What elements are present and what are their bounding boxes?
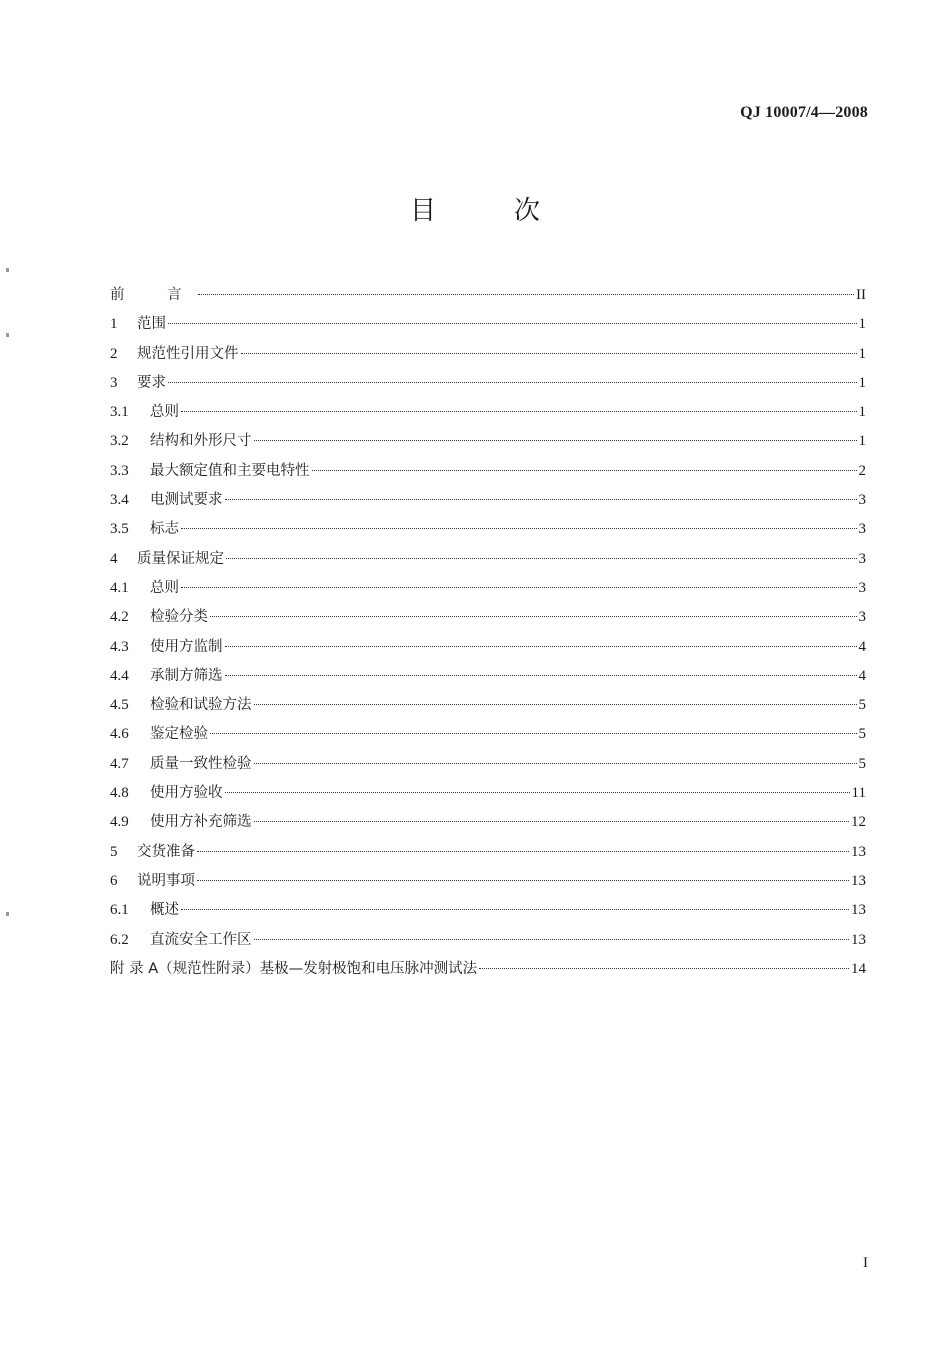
toc-entry-label: 标志 xyxy=(150,521,179,538)
toc-leader-dots xyxy=(254,763,857,764)
toc-entry-label: 质量一致性检验 xyxy=(150,755,252,772)
toc-leader-dots xyxy=(198,294,855,295)
toc-entry-page: 14 xyxy=(851,960,866,977)
toc-entry[interactable] xyxy=(110,928,866,957)
toc-entry-number: 4 xyxy=(110,550,118,567)
toc-entry-number: 6.1 xyxy=(110,902,129,919)
toc-entry-page: 13 xyxy=(851,931,866,948)
toc-entry-label: 检验和试验方法 xyxy=(150,697,252,714)
toc-leader-dots xyxy=(226,558,857,559)
toc-entry-label: 最大额定值和主要电特性 xyxy=(150,462,310,479)
scan-mark xyxy=(6,912,9,916)
toc-entry-number: 4.6 xyxy=(110,726,129,743)
toc-entry[interactable] xyxy=(110,312,866,341)
toc-entry-number: 3.1 xyxy=(110,404,129,421)
toc-leader-dots xyxy=(210,616,857,617)
toc-entry-label: 结构和外形尺寸 xyxy=(150,433,252,450)
toc-entry-label: 说明事项 xyxy=(137,872,195,889)
toc-entry-page: 1 xyxy=(858,433,866,450)
toc-entry-number: 3.3 xyxy=(110,462,129,479)
toc-entry-number: 3.2 xyxy=(110,433,129,450)
toc-leader-dots xyxy=(254,821,850,822)
toc-entry[interactable] xyxy=(110,517,866,546)
toc-entry-page: 3 xyxy=(858,550,866,567)
toc-entry-page: 4 xyxy=(858,638,866,655)
toc-entry[interactable] xyxy=(110,781,866,810)
toc-entry-page: 5 xyxy=(858,755,866,772)
toc-entry-page: 3 xyxy=(858,579,866,596)
toc-entry-page: 13 xyxy=(851,843,866,860)
toc-entry-number: 6.2 xyxy=(110,931,129,948)
toc-leader-dots xyxy=(312,470,857,471)
toc-entry-page: 1 xyxy=(858,374,866,391)
toc-entry-page: 1 xyxy=(858,316,866,333)
toc-entry-label: 使用方补充筛选 xyxy=(150,814,252,831)
toc-entry-page: 1 xyxy=(858,345,866,362)
toc-entry-page: 13 xyxy=(851,902,866,919)
toc-entry[interactable] xyxy=(110,722,866,751)
toc-entry[interactable] xyxy=(110,342,866,371)
toc-entry-label: 承制方筛选 xyxy=(150,667,223,684)
toc-entry-page: 3 xyxy=(858,492,866,509)
toc-entry[interactable] xyxy=(110,400,866,429)
toc-entry[interactable] xyxy=(110,693,866,722)
toc-leader-dots xyxy=(225,646,857,647)
toc-entry-number: 4.8 xyxy=(110,785,129,802)
toc-entry-label: 规范性引用文件 xyxy=(137,345,239,362)
toc-entry-label: 检验分类 xyxy=(150,609,208,626)
toc-leader-dots xyxy=(181,587,857,588)
toc-entry-page: 5 xyxy=(858,697,866,714)
toc-entry[interactable] xyxy=(110,459,866,488)
toc-leader-dots xyxy=(254,440,857,441)
document-code: QJ 10007/4—2008 xyxy=(740,104,868,121)
toc-leader-dots xyxy=(197,880,849,881)
toc-entry[interactable] xyxy=(110,547,866,576)
toc-entry-label: 直流安全工作区 xyxy=(150,931,252,948)
toc-entry-label: 概述 xyxy=(150,902,179,919)
toc-leader-dots xyxy=(197,851,849,852)
toc-entry-number: 4.3 xyxy=(110,638,129,655)
table-of-contents xyxy=(110,283,866,986)
toc-leader-dots xyxy=(168,382,857,383)
toc-entry[interactable] xyxy=(110,810,866,839)
toc-entry-number: 4.7 xyxy=(110,755,129,772)
toc-entry-number: 4.2 xyxy=(110,609,129,626)
toc-entry-label: 使用方监制 xyxy=(150,638,223,655)
toc-leader-dots xyxy=(254,939,850,940)
toc-entry[interactable] xyxy=(110,898,866,927)
toc-entry-page: 13 xyxy=(851,872,866,889)
toc-entry-number: 4.5 xyxy=(110,697,129,714)
toc-entry-page: II xyxy=(856,287,866,303)
toc-entry[interactable] xyxy=(110,635,866,664)
toc-leader-dots xyxy=(225,499,857,500)
toc-leader-dots xyxy=(181,528,857,529)
toc-entry-label: 范围 xyxy=(137,316,166,333)
toc-entry-page: 1 xyxy=(858,404,866,421)
toc-entry-label: 前 言 xyxy=(110,287,196,303)
toc-entry-number: 6 xyxy=(110,872,118,889)
toc-entry-page: 12 xyxy=(851,814,866,831)
toc-leader-dots xyxy=(181,411,857,412)
toc-entry-label: 质量保证规定 xyxy=(137,550,224,567)
toc-leader-dots xyxy=(210,733,857,734)
toc-entry-label: 鉴定检验 xyxy=(150,726,208,743)
toc-leader-dots xyxy=(479,968,849,969)
toc-entry[interactable] xyxy=(110,576,866,605)
toc-entry-label: 总则 xyxy=(150,579,179,596)
toc-entry-label: 总则 xyxy=(150,404,179,421)
toc-entry[interactable] xyxy=(110,752,866,781)
toc-entry-number: 4.1 xyxy=(110,579,129,596)
toc-leader-dots xyxy=(225,792,850,793)
toc-entry-page: 3 xyxy=(858,521,866,538)
toc-entry-label: 要求 xyxy=(137,374,166,391)
toc-entry-page: 2 xyxy=(858,462,866,479)
toc-entry-number: 5 xyxy=(110,843,118,860)
toc-entry-number: 3.5 xyxy=(110,521,129,538)
toc-entry-number: 3.4 xyxy=(110,492,129,509)
toc-entry[interactable] xyxy=(110,840,866,869)
toc-entry[interactable] xyxy=(110,957,866,986)
page-title: 目 次 xyxy=(409,196,566,226)
toc-entry-label: 电测试要求 xyxy=(150,492,223,509)
toc-leader-dots xyxy=(225,675,857,676)
toc-entry[interactable] xyxy=(110,429,866,458)
scan-mark xyxy=(6,268,9,272)
scan-mark xyxy=(6,333,9,337)
toc-entry-page: 3 xyxy=(858,609,866,626)
toc-entry-label: 交货准备 xyxy=(137,843,195,860)
toc-entry[interactable] xyxy=(110,488,866,517)
toc-leader-dots xyxy=(181,909,849,910)
toc-leader-dots xyxy=(241,353,857,354)
toc-entry-page: 4 xyxy=(858,667,866,684)
toc-entry-page: 5 xyxy=(858,726,866,743)
toc-entry[interactable] xyxy=(110,371,866,400)
toc-entry[interactable] xyxy=(110,605,866,634)
toc-entry-label: 附 录 A（规范性附录）基极—发射极饱和电压脉冲测试法 xyxy=(110,960,478,977)
page-number: I xyxy=(863,1255,868,1271)
toc-entry[interactable] xyxy=(110,664,866,693)
toc-entry-number: 1 xyxy=(110,316,118,333)
toc-entry-label: 使用方验收 xyxy=(150,785,223,802)
toc-entry[interactable] xyxy=(110,869,866,898)
toc-entry-number: 4.4 xyxy=(110,667,129,684)
toc-leader-dots xyxy=(168,323,857,324)
toc-leader-dots xyxy=(254,704,857,705)
toc-entry-number: 2 xyxy=(110,345,118,362)
toc-entry-number: 3 xyxy=(110,374,118,391)
toc-entry-page: 11 xyxy=(851,785,866,802)
toc-entry-number: 4.9 xyxy=(110,814,129,831)
toc-entry[interactable] xyxy=(110,283,866,312)
